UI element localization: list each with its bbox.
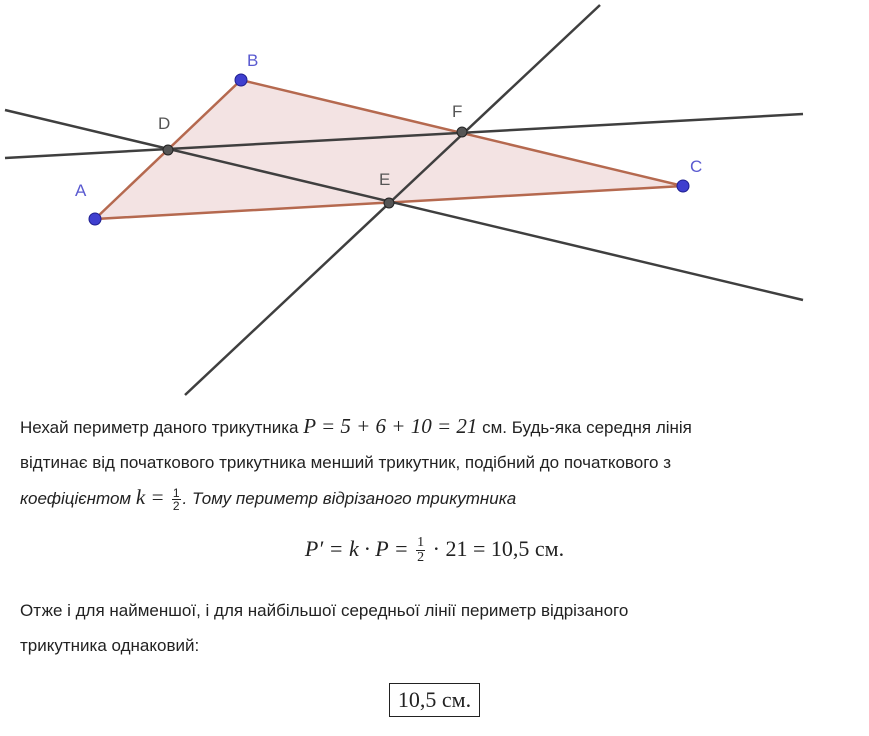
k-equals: = <box>145 485 170 509</box>
p1-text-d: . Тому периметр відрізаного трикутника <box>182 489 517 508</box>
display-formula-lhs: P′ = k · P = <box>304 536 415 561</box>
label-e: E <box>379 170 391 189</box>
p1-text-a: Нехай периметр даного трикутника <box>20 418 304 437</box>
label-c: C <box>690 157 703 176</box>
point-c <box>677 180 689 192</box>
answer-container <box>0 683 869 717</box>
p1-text-line2: відтинає від початкового трикутника менший трикутник, подібний до початкового з <box>20 453 672 472</box>
label-f: F <box>452 102 463 121</box>
display-fraction-denominator: 2 <box>417 550 425 566</box>
label-a: A <box>75 181 87 200</box>
p2-text-line2: трикутника однаковий: <box>20 636 200 655</box>
k-variable: k <box>135 485 146 509</box>
fraction-denominator: 2 <box>172 499 180 514</box>
label-d: D <box>158 114 171 133</box>
fraction-one-half <box>172 487 181 512</box>
p1-text-c: коефіцієнтом <box>20 489 136 508</box>
solution-paragraph-2 <box>20 593 860 663</box>
p1-text-b: см. Будь-яка середня лінія <box>477 418 692 437</box>
display-formula-rhs: · 21 = 10,5 см. <box>427 536 565 561</box>
perimeter-formula: P = 5 + 6 + 10 = 21 <box>303 414 478 438</box>
display-fraction-one-half <box>416 536 425 565</box>
point-f <box>457 127 467 137</box>
display-fraction-numerator: 1 <box>417 535 425 551</box>
p2-text-line1: Отже і для найменшої, і для найбільшої середньої лінії периметр відрізаного <box>20 601 629 620</box>
answer-box: 10,5 см. <box>389 683 480 717</box>
display-formula <box>0 536 869 565</box>
point-e <box>384 198 394 208</box>
fraction-numerator: 1 <box>172 486 180 501</box>
point-a <box>89 213 101 225</box>
point-b <box>235 74 247 86</box>
label-b: B <box>247 51 259 70</box>
solution-paragraph-1 <box>20 409 860 516</box>
point-d <box>163 145 173 155</box>
